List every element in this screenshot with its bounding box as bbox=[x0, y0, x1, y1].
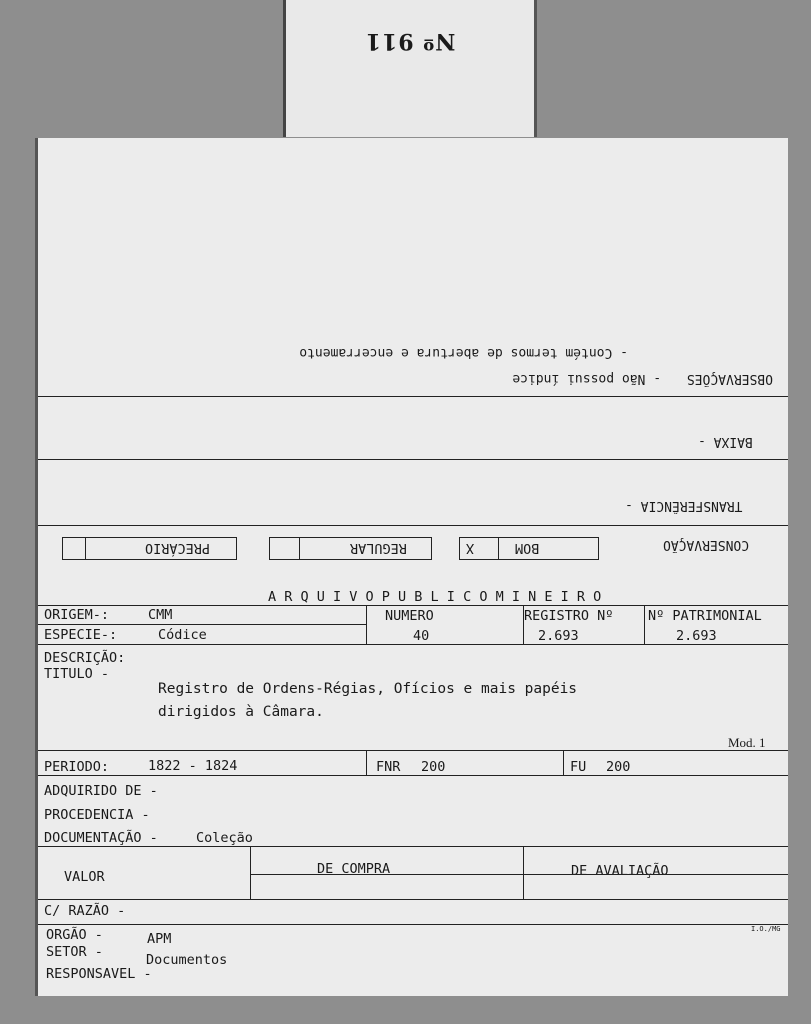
divider bbox=[38, 775, 788, 776]
divider bbox=[38, 899, 788, 900]
divider bbox=[38, 644, 788, 645]
origem-value: CMM bbox=[148, 607, 173, 623]
periodo-label: PERIODO: bbox=[44, 759, 110, 775]
bom-mark: X bbox=[466, 540, 475, 556]
divider bbox=[250, 874, 788, 875]
bom-box bbox=[459, 537, 599, 560]
fnr-label: FNR bbox=[376, 759, 401, 775]
descricao-label: DESCRIÇÃO: bbox=[44, 650, 126, 666]
archive-header: A R Q U I V O P U B L I C O M I N E I R O bbox=[268, 589, 602, 605]
razao-label: C/ RAZÃO - bbox=[44, 903, 126, 919]
numero-label: NUMERO bbox=[385, 608, 434, 624]
precario-label: PRECÁRIO bbox=[145, 540, 211, 556]
divider bbox=[250, 846, 251, 899]
divider bbox=[38, 525, 788, 526]
observacao-1: - Não possui índice bbox=[512, 371, 662, 386]
divider bbox=[38, 396, 788, 397]
periodo-value: 1822 - 1824 bbox=[148, 758, 238, 774]
titulo-line-2: dirigidos à Câmara. bbox=[158, 704, 324, 720]
divider bbox=[523, 846, 524, 899]
fnr-value: 200 bbox=[421, 759, 446, 775]
patrimonial-label: Nº PATRIMONIAL bbox=[648, 608, 762, 624]
regular-box bbox=[269, 537, 432, 560]
valor-avaliacao: DE AVALIAÇÃO bbox=[571, 863, 669, 879]
index-tab bbox=[283, 0, 537, 137]
valor-label: VALOR bbox=[64, 869, 105, 885]
divider bbox=[38, 924, 788, 925]
regular-label: REGULAR bbox=[350, 540, 407, 556]
adquirido-label: ADQUIRIDO DE - bbox=[44, 783, 158, 799]
divider bbox=[38, 605, 788, 606]
conservacao-label: CONSERVAÇÃO bbox=[663, 537, 750, 552]
transferencia-label: TRANSFERÊNCIA - bbox=[625, 498, 743, 513]
registro-label: REGISTRO Nº bbox=[524, 608, 614, 624]
valor-compra: DE COMPRA bbox=[317, 861, 391, 877]
patrimonial-value: 2.693 bbox=[676, 628, 717, 644]
catalog-card bbox=[38, 138, 788, 996]
fu-value: 200 bbox=[606, 759, 631, 775]
divider bbox=[38, 459, 788, 460]
fu-label: FU bbox=[570, 759, 587, 775]
bom-label: BOM bbox=[515, 540, 540, 556]
divider bbox=[38, 624, 366, 625]
tab-number: Nº 911 bbox=[364, 28, 456, 54]
divider bbox=[644, 605, 645, 645]
documentacao-label: DOCUMENTAÇÃO - bbox=[44, 830, 158, 846]
registro-value: 2.693 bbox=[538, 628, 579, 644]
responsavel-label: RESPONSAVEL - bbox=[46, 966, 152, 982]
titulo-line-1: Registro de Ordens-Régias, Ofícios e mais papéis bbox=[158, 681, 578, 697]
divider bbox=[38, 846, 788, 847]
observacao-2: - Contém termos de abertura e encerramento bbox=[299, 345, 628, 360]
especie-value: Códice bbox=[158, 627, 207, 643]
especie-label: ESPECIE-: bbox=[44, 627, 118, 643]
observacoes-row bbox=[43, 370, 773, 386]
precario-box bbox=[62, 537, 237, 560]
origem-label: ORIGEM-: bbox=[44, 607, 110, 623]
procedencia-label: PROCEDENCIA - bbox=[44, 807, 150, 823]
setor-value: Documentos bbox=[146, 952, 228, 968]
observacoes-label: OBSERVAÇÕES bbox=[686, 371, 773, 386]
divider bbox=[38, 750, 788, 751]
printer-mark: I.O./MG bbox=[751, 925, 781, 933]
documentacao-value: Coleção bbox=[196, 830, 253, 846]
titulo-label: TITULO - bbox=[44, 666, 110, 682]
baixa-label: BAIXA - bbox=[698, 434, 753, 449]
divider bbox=[366, 750, 367, 776]
setor-label: SETOR - bbox=[46, 944, 103, 960]
form-model: Mod. 1 bbox=[728, 735, 766, 750]
numero-value: 40 bbox=[413, 628, 430, 644]
divider bbox=[563, 750, 564, 776]
orgao-label: ORGÃO - bbox=[46, 927, 103, 943]
orgao-value: APM bbox=[147, 931, 172, 947]
divider bbox=[366, 605, 367, 645]
